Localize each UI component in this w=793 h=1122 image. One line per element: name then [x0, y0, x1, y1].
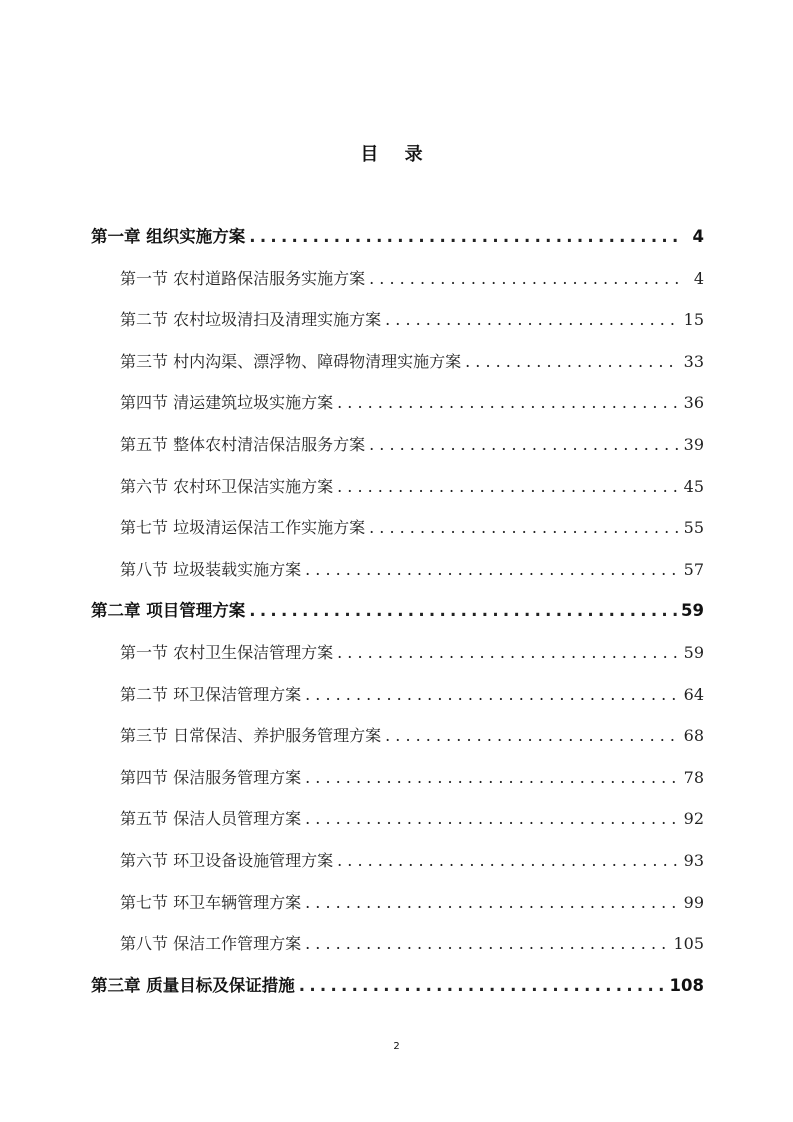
toc-entry-label: 第六节 农村环卫保洁实施方案	[120, 476, 334, 496]
toc-entry-page: 36	[683, 393, 704, 413]
table-of-contents	[91, 222, 704, 1012]
dot-leader	[305, 555, 680, 585]
toc-entry-label: 第二节 环卫保洁管理方案	[120, 684, 302, 704]
dot-leader	[305, 888, 680, 918]
dot-leader	[337, 388, 680, 418]
toc-entry-page: 92	[683, 809, 704, 829]
dot-leader	[305, 763, 680, 793]
toc-section-2-5[interactable]	[91, 804, 704, 846]
toc-entry-label: 第七节 垃圾清运保洁工作实施方案	[120, 518, 366, 538]
toc-entry-page: 55	[683, 518, 704, 538]
dot-leader	[369, 430, 680, 460]
toc-entry-label: 第三章 质量目标及保证措施	[91, 975, 295, 995]
dot-leader	[337, 846, 680, 876]
dot-leader	[369, 513, 680, 543]
toc-entry-label: 第三节 日常保洁、养护服务管理方案	[120, 726, 382, 746]
toc-entry-label: 第四节 保洁服务管理方案	[120, 767, 302, 787]
toc-section-2-2[interactable]	[91, 680, 704, 722]
toc-entry-page: 15	[683, 310, 704, 330]
toc-entry-page: 33	[683, 351, 704, 371]
toc-entry-page: 4	[692, 227, 704, 246]
toc-entry-page: 64	[683, 684, 704, 704]
toc-entry-page: 68	[683, 726, 704, 746]
dot-leader	[249, 222, 682, 252]
toc-entry-label: 第八节 保洁工作管理方案	[120, 934, 302, 954]
toc-section-1-7[interactable]	[91, 513, 704, 555]
toc-title: 目 录	[360, 144, 433, 165]
toc-entry-page: 39	[683, 434, 704, 454]
dot-leader	[299, 971, 666, 1001]
toc-section-2-4[interactable]	[91, 763, 704, 805]
toc-section-1-2[interactable]	[91, 305, 704, 347]
toc-chapter-2[interactable]	[91, 596, 704, 638]
toc-section-1-4[interactable]	[91, 388, 704, 430]
toc-section-2-7[interactable]	[91, 888, 704, 930]
toc-chapter-3[interactable]	[91, 971, 704, 1013]
dot-leader	[337, 638, 680, 668]
dot-leader	[305, 929, 669, 959]
toc-entry-label: 第七节 环卫车辆管理方案	[120, 892, 302, 912]
toc-section-2-3[interactable]	[91, 721, 704, 763]
dot-leader	[465, 347, 680, 377]
page-number: 2	[393, 1041, 400, 1052]
toc-entry-page: 78	[683, 767, 704, 787]
toc-entry-page: 93	[683, 850, 704, 870]
toc-section-1-1[interactable]	[91, 264, 704, 306]
toc-section-1-5[interactable]	[91, 430, 704, 472]
toc-entry-label: 第一章 组织实施方案	[91, 227, 246, 246]
toc-entry-page: 45	[683, 476, 704, 496]
toc-chapter-1[interactable]	[91, 222, 704, 264]
toc-entry-label: 第五节 整体农村清洁保洁服务方案	[120, 434, 366, 454]
toc-entry-label: 第五节 保洁人员管理方案	[120, 809, 302, 829]
toc-section-2-8[interactable]	[91, 929, 704, 971]
dot-leader	[305, 680, 680, 710]
dot-leader	[249, 596, 677, 626]
toc-entry-page: 57	[683, 559, 704, 579]
toc-entry-label: 第八节 垃圾装载实施方案	[120, 559, 302, 579]
toc-entry-page: 99	[683, 892, 704, 912]
toc-entry-label: 第二节 农村垃圾清扫及清理实施方案	[120, 310, 382, 330]
toc-entry-page: 105	[673, 934, 704, 954]
toc-entry-label: 第一节 农村道路保洁服务实施方案	[120, 268, 366, 288]
dot-leader	[337, 472, 680, 502]
toc-entry-label: 第三节 村内沟渠、漂浮物、障碍物清理实施方案	[120, 351, 462, 371]
toc-section-1-3[interactable]	[91, 347, 704, 389]
toc-entry-label: 第一节 农村卫生保洁管理方案	[120, 642, 334, 662]
toc-section-1-6[interactable]	[91, 472, 704, 514]
toc-entry-page: 59	[683, 642, 704, 662]
toc-section-2-6[interactable]	[91, 846, 704, 888]
toc-entry-label: 第六节 环卫设备设施管理方案	[120, 850, 334, 870]
dot-leader	[369, 264, 682, 294]
toc-entry-page: 59	[681, 601, 704, 621]
toc-entry-page: 4	[693, 268, 704, 288]
toc-entry-label: 第二章 项目管理方案	[91, 601, 246, 621]
toc-entry-page: 108	[669, 975, 704, 995]
dot-leader	[305, 804, 680, 834]
toc-section-1-8[interactable]	[91, 555, 704, 597]
dot-leader	[385, 721, 680, 751]
toc-section-2-1[interactable]	[91, 638, 704, 680]
toc-entry-label: 第四节 清运建筑垃圾实施方案	[120, 393, 334, 413]
dot-leader	[385, 305, 680, 335]
